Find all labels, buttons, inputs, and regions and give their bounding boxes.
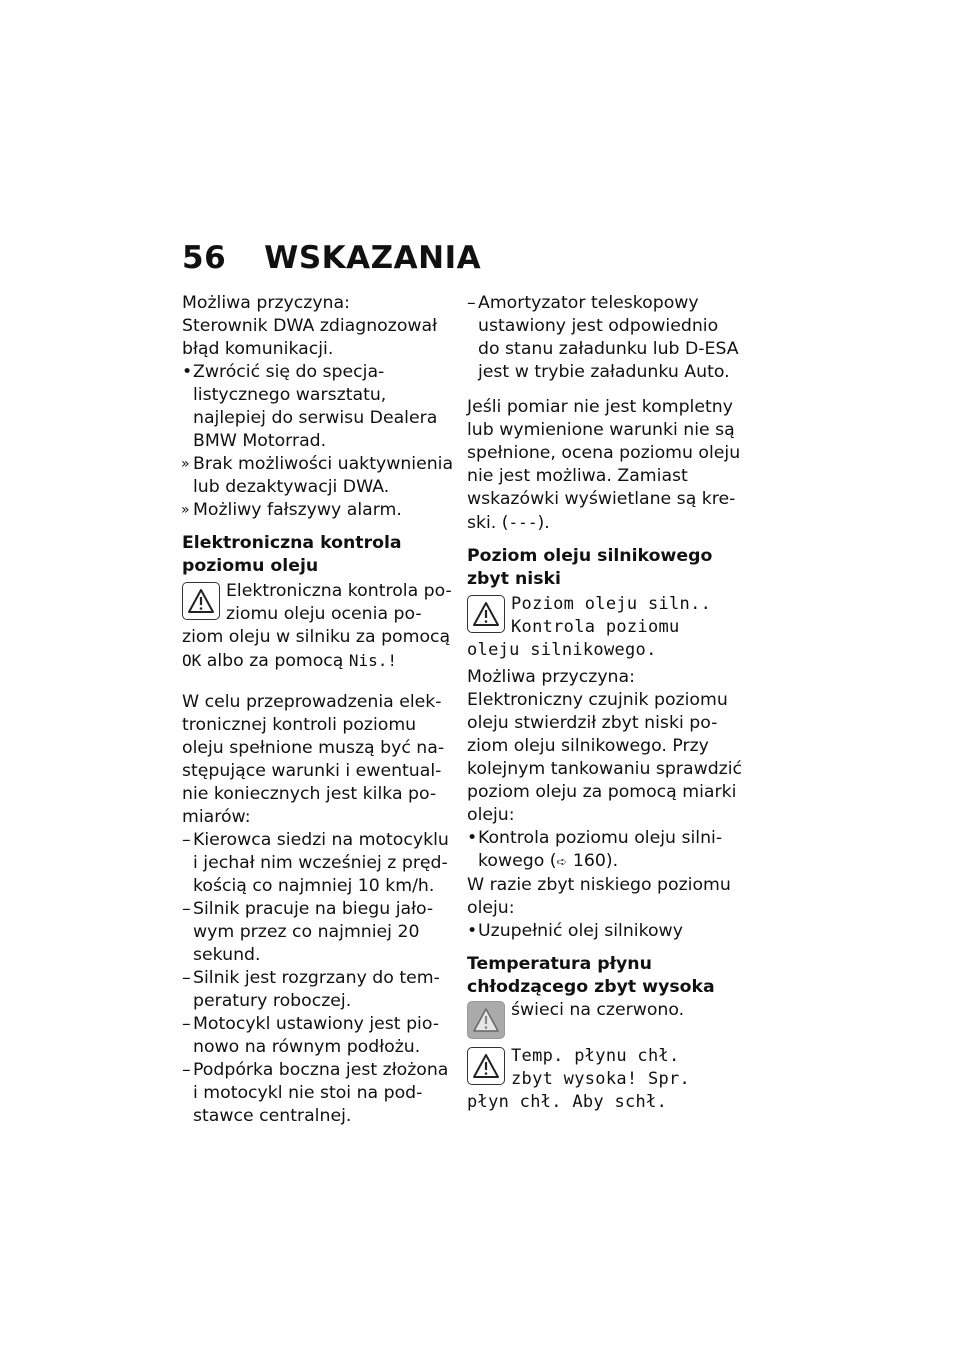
cause-label: Możliwa przyczyna: xyxy=(182,293,350,313)
display-dashes: --- xyxy=(508,513,538,532)
oil-control-block xyxy=(182,580,454,673)
warning-icon-box xyxy=(467,595,505,633)
incomplete-text-end: ). xyxy=(537,513,550,533)
display-nis: Nis.! xyxy=(348,651,398,670)
red-light-text: świeci na czerwono. xyxy=(511,1000,685,1020)
bullet-text-end: ). xyxy=(605,851,619,871)
oil-control-text: Elektroniczna kontrola po-ziomu oleju ocenia po-ziom oleju w silniku za pomocą xyxy=(182,581,452,647)
display-line: zbyt wysoka! Spr. xyxy=(511,1069,691,1089)
page-header xyxy=(182,240,481,276)
warning-icon-box xyxy=(182,582,220,620)
section-heading-oil-control: Elektroniczna kontrola poziomu oleju xyxy=(182,533,402,576)
warning-triangle-icon xyxy=(467,595,505,633)
bullet-text: Kontrola poziomu oleju silni-kowego ( xyxy=(478,828,723,871)
coolant-display-block xyxy=(467,1045,743,1114)
section-heading-oil-low: Poziom oleju silnikowego zbyt niski xyxy=(467,546,713,589)
coolant-indicator-block xyxy=(467,999,743,1039)
bullet-item: • Uzupełnić olej silnikowy xyxy=(467,920,743,943)
oil-low-display-block xyxy=(467,593,743,662)
display-line: płyn chł. Aby schł. xyxy=(467,1092,668,1112)
condition-item: – Motocykl ustawiony jest pio-nowo na równym podłożu. xyxy=(182,1013,454,1059)
section-heading-coolant: Temperatura płynu chłodzącego zbyt wysoka xyxy=(467,954,715,997)
condition-item: – Silnik pracuje na biegu jało-wym przez co najmniej 20 sekund. xyxy=(182,898,454,967)
conditions-intro: W celu przeprowadzenia elek-tronicznej kontroli poziomu oleju spełnione muszą być na-stępujące warunki i ewentual-nie koniecznych jest kilka po-miarów: xyxy=(182,692,445,827)
incomplete-measurement-text xyxy=(467,396,743,535)
cause-label: Możliwa przyczyna: xyxy=(467,667,635,687)
reference-arrow-icon: ➪ xyxy=(556,855,568,870)
incomplete-text: Jeśli pomiar nie jest kompletny lub wymienione warunki nie są spełnione, ocena poziomu oleju nie jest możliwa. Zamiast wskazówki wyświetlane są kre-ski. ( xyxy=(467,397,741,533)
condition-item: – Kierowca siedzi na motocyklu i jechał nim wcześniej z pręd-kością co najmniej 10 km/h. xyxy=(182,829,454,898)
cause-text: Elektroniczny czujnik poziomu oleju stwierdził zbyt niski po-ziom oleju silnikowego. Przy kolejnym tankowaniu sprawdzić poziom oleju za pomocą miarki oleju: xyxy=(467,690,743,825)
warning-triangle-icon xyxy=(467,1047,505,1085)
display-line: Kontrola poziomu xyxy=(511,617,680,637)
display-line: oleju silnikowego. xyxy=(467,640,657,660)
warning-triangle-icon xyxy=(182,582,220,620)
oil-control-text-b: albo za pomocą xyxy=(206,651,344,671)
warning-triangle-filled-icon xyxy=(467,1001,505,1039)
condition-item: – Podpórka boczna jest złożona i motocykl nie stoi na pod-stawce centralnej. xyxy=(182,1059,454,1128)
warning-icon-box xyxy=(467,1047,505,1085)
right-column xyxy=(467,292,743,1114)
condition-item: – Amortyzator teleskopowy ustawiony jest odpowiednio do stanu załadunku lub D-ESA jest w trybie załadunku Auto. xyxy=(467,292,743,384)
bullet-item xyxy=(467,827,743,874)
display-ok: OK xyxy=(182,651,202,670)
result-item: » Możliwy fałszywy alarm. xyxy=(182,499,454,522)
page-reference[interactable]: 160 xyxy=(572,851,606,871)
warning-icon-box xyxy=(467,1001,505,1039)
bullet-item: • Zwrócić się do specja-listycznego warsztatu, najlepiej do serwisu Dealera BMW Motorrad. xyxy=(182,361,454,453)
cause-text: Sterownik DWA zdiagnozował błąd komunikacji. xyxy=(182,316,438,359)
low-oil-text: W razie zbyt niskiego poziomu oleju: xyxy=(467,875,731,918)
page-title: WSKAZANIA xyxy=(264,240,482,276)
result-item: » Brak możliwości uaktywnienia lub dezaktywacji DWA. xyxy=(182,453,454,499)
display-line: Temp. płynu chł. xyxy=(511,1046,680,1066)
page-number: 56 xyxy=(182,240,227,276)
left-column xyxy=(182,292,454,1128)
display-line: Poziom oleju siln.. xyxy=(511,594,712,614)
condition-item: – Silnik jest rozgrzany do tem-peratury roboczej. xyxy=(182,967,454,1013)
